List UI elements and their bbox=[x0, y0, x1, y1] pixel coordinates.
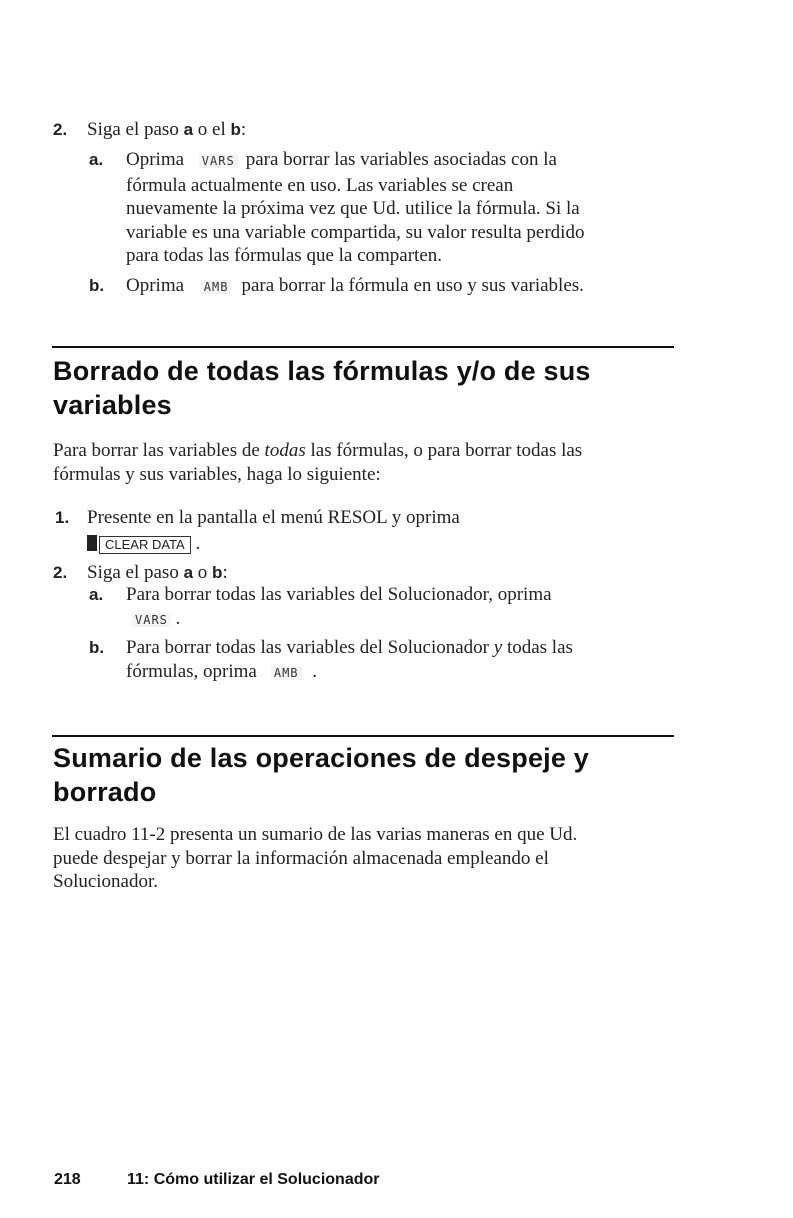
substep-letter-a: a. bbox=[89, 150, 104, 169]
substep-a-line: para todas las fórmulas que la comparten. bbox=[126, 245, 443, 266]
intro-line: fórmulas y sus variables, haga lo siguiente: bbox=[53, 463, 381, 485]
body-line: El cuadro 11-2 presenta un sumario de las varias maneras en que Ud. bbox=[53, 824, 578, 845]
substep-b-text bbox=[126, 274, 686, 300]
substep-b-end: . bbox=[312, 660, 318, 682]
substep-letter-b: b. bbox=[89, 276, 105, 295]
substep-a-text bbox=[126, 583, 686, 632]
step-ref-a: a bbox=[183, 563, 194, 582]
substep-b-line2: fórmulas, oprima bbox=[126, 660, 257, 682]
substep-letter-b: b. bbox=[89, 638, 105, 657]
step-ref-b: b bbox=[230, 120, 241, 139]
substep-b-pre: Oprima bbox=[126, 275, 189, 296]
section-body bbox=[53, 823, 683, 894]
step-text bbox=[87, 118, 246, 142]
intro-pre: Para borrar las variables de bbox=[53, 440, 265, 461]
step-number: 2. bbox=[53, 120, 68, 139]
substep-b-pre: Para borrar todas las variables del Solucionador bbox=[126, 637, 494, 658]
substep-a-line: para borrar las variables asociadas con la bbox=[245, 149, 557, 170]
substep-a-line: nuevamente la próxima vez que Ud. utilice la fórmula. Si la bbox=[126, 198, 580, 219]
clear-data-key: CLEAR DATA bbox=[99, 536, 191, 554]
chapter-title: 11: Cómo utilizar el Solucionador bbox=[127, 1171, 380, 1188]
vars-softkey: VARS bbox=[132, 613, 171, 627]
section-heading bbox=[53, 354, 591, 422]
substep-b-post: todas las bbox=[502, 637, 573, 658]
step-text bbox=[87, 506, 677, 555]
body-line: Solucionador. bbox=[53, 871, 159, 892]
substep-a-line: fórmula actualmente en uso. Las variables se crean bbox=[126, 174, 514, 196]
step-text-end: : bbox=[222, 562, 228, 583]
step-text-pre: Siga el paso bbox=[87, 562, 184, 583]
substep-a-end: . bbox=[175, 607, 181, 629]
amb-softkey: AMB bbox=[201, 280, 232, 294]
heading-line: borrado bbox=[53, 777, 157, 807]
section-divider bbox=[52, 735, 674, 737]
step-text-end: : bbox=[240, 119, 247, 140]
step1-end: . bbox=[195, 532, 201, 554]
substep-letter-a: a. bbox=[89, 585, 104, 604]
step-text-pre: Siga el paso bbox=[87, 119, 184, 140]
heading-line: Borrado de todas las fórmulas y/o de sus bbox=[53, 356, 591, 386]
step-text-mid: o el bbox=[193, 119, 231, 140]
intro-post: las fórmulas, o para borrar todas las bbox=[305, 440, 583, 461]
step-text bbox=[87, 561, 228, 585]
substep-a-text bbox=[126, 148, 686, 268]
body-line: puede despejar y borrar la información almacenada empleando el bbox=[53, 847, 549, 869]
substep-a-line: variable es una variable compartida, su valor resulta perdido bbox=[126, 221, 585, 243]
section-divider bbox=[52, 346, 674, 348]
heading-line: Sumario de las operaciones de despeje y bbox=[53, 743, 590, 773]
substep-a-body: Para borrar todas las variables del Solucionador, oprima bbox=[126, 584, 552, 605]
section-heading bbox=[53, 741, 589, 809]
shift-key-icon bbox=[87, 535, 97, 551]
intro-emphasis: todas bbox=[264, 440, 306, 461]
substep-b-emphasis: y bbox=[493, 637, 503, 658]
substep-b-body: para borrar la fórmula en uso y sus variables. bbox=[241, 275, 584, 296]
amb-softkey: AMB bbox=[271, 666, 302, 680]
heading-line: variables bbox=[53, 390, 172, 420]
substep-a-pre: Oprima bbox=[126, 149, 189, 170]
step-ref-b: b bbox=[212, 563, 223, 582]
substep-b-text bbox=[126, 636, 686, 685]
vars-softkey: VARS bbox=[199, 154, 238, 168]
section-intro bbox=[53, 439, 673, 486]
step-number: 1. bbox=[55, 508, 70, 527]
step-ref-a: a bbox=[183, 120, 194, 139]
step1-text: Presente en la pantalla el menú RESOL y oprima bbox=[87, 507, 460, 528]
step-number: 2. bbox=[53, 563, 68, 582]
step-text-mid: o bbox=[193, 562, 213, 583]
page-number: 218 bbox=[54, 1171, 81, 1188]
